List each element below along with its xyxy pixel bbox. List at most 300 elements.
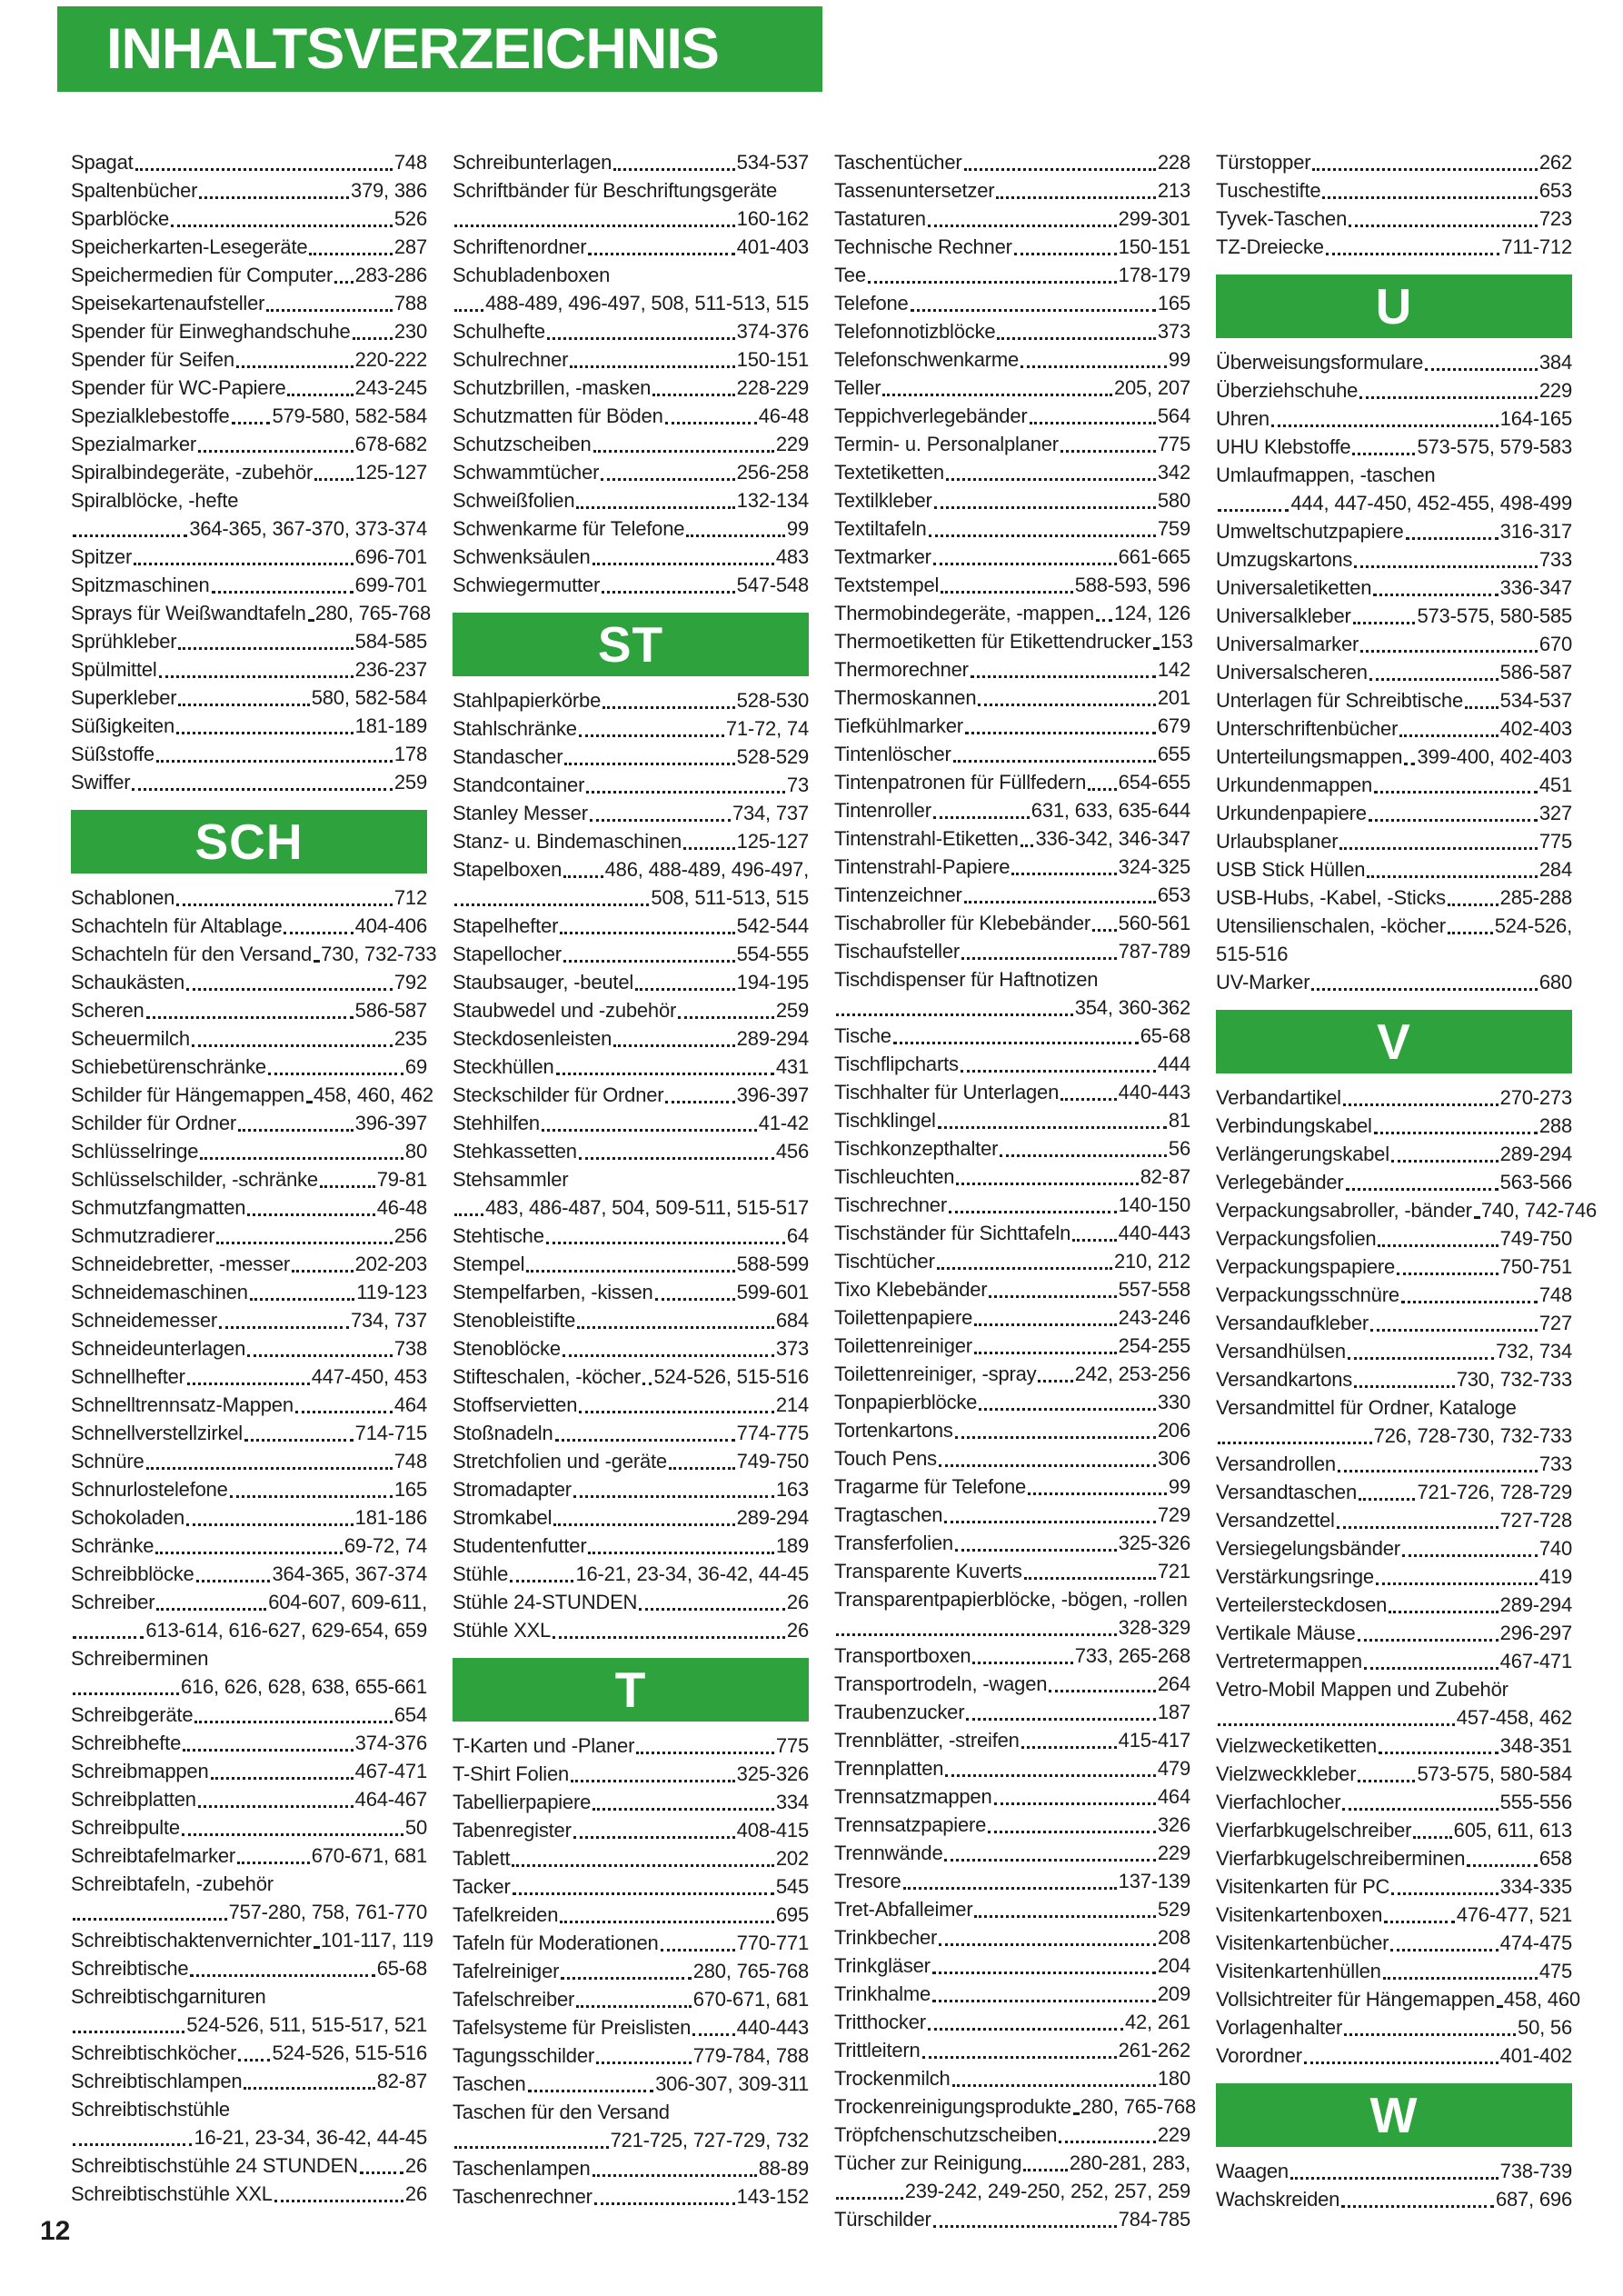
leader-dots bbox=[965, 732, 1156, 734]
leader-dots bbox=[1448, 932, 1493, 934]
entry-label: Tabenregister bbox=[453, 1819, 572, 1842]
leader-dots bbox=[602, 591, 735, 594]
entry-line bbox=[1216, 1478, 1572, 1506]
entry-pages: 788 bbox=[393, 292, 427, 314]
leader-dots bbox=[1354, 1385, 1455, 1388]
entry-line bbox=[1216, 602, 1572, 630]
index-entry bbox=[71, 1588, 427, 1644]
entry-label: Tischrechner bbox=[834, 1193, 947, 1216]
leader-dots bbox=[1402, 1554, 1538, 1557]
entry-line bbox=[71, 514, 427, 543]
entry-pages: 69-72, 74 bbox=[344, 1534, 427, 1557]
entry-pages: 261-262 bbox=[1118, 2039, 1190, 2061]
leader-dots bbox=[146, 1467, 393, 1470]
entry-pages: 404-406 bbox=[354, 914, 427, 937]
entry-line bbox=[1216, 1985, 1580, 2013]
entry-label: Speichermedien für Computer bbox=[71, 264, 334, 286]
entry-pages: 201 bbox=[1157, 686, 1190, 709]
entry-line bbox=[71, 1813, 427, 1842]
entry-line bbox=[453, 743, 809, 771]
entry-pages: 670 bbox=[1538, 633, 1572, 655]
entry-line bbox=[1216, 1619, 1572, 1647]
entry-label: Trinkgläser bbox=[834, 1954, 931, 1977]
entry-pages: 613-614, 616-627, 629-654, 659 bbox=[145, 1619, 427, 1642]
entry-pages: 88-89 bbox=[758, 2157, 809, 2180]
index-entry bbox=[1216, 686, 1572, 714]
index-entry bbox=[453, 2182, 809, 2211]
leader-dots bbox=[692, 2033, 734, 2036]
entry-label: Spender für WC-Papiere bbox=[71, 376, 286, 399]
entry-line bbox=[453, 2070, 809, 2098]
entry-label: USB Stick Hüllen bbox=[1216, 858, 1366, 881]
entry-line bbox=[71, 2067, 427, 2095]
index-entry bbox=[834, 1388, 1190, 1416]
index-entry bbox=[71, 968, 427, 996]
leader-dots bbox=[73, 2031, 184, 2033]
entry-pages: 178-179 bbox=[1118, 264, 1190, 286]
index-column bbox=[834, 148, 1197, 2233]
entry-line bbox=[453, 1872, 809, 1901]
index-entry bbox=[71, 1475, 427, 1503]
index-entry bbox=[834, 1163, 1190, 1191]
index-entry bbox=[71, 1109, 427, 1137]
entry-label: Überweisungsformulare bbox=[1216, 351, 1424, 374]
entry-pages: 208 bbox=[1157, 1926, 1190, 1949]
entry-label: Tafelschreiber bbox=[453, 1988, 575, 2011]
leader-dots bbox=[1218, 1442, 1372, 1444]
leader-dots bbox=[308, 619, 314, 622]
leader-dots bbox=[1049, 1690, 1156, 1692]
entry-pages: 748 bbox=[393, 151, 427, 174]
leader-dots bbox=[1030, 422, 1156, 424]
leader-dots bbox=[1425, 368, 1538, 371]
entry-label: Trennplatten bbox=[834, 1757, 944, 1780]
entry-line bbox=[1216, 433, 1572, 461]
leader-dots bbox=[882, 394, 1112, 396]
entry-pages: 325-326 bbox=[1118, 1532, 1190, 1554]
entry-pages: 296-297 bbox=[1499, 1622, 1572, 1644]
entry-label: Schwiegermutter bbox=[453, 574, 601, 596]
entry-pages: 464 bbox=[393, 1393, 427, 1416]
entry-pages: 588-599 bbox=[736, 1253, 809, 1275]
entry-pages: 348-351 bbox=[1499, 1734, 1572, 1757]
entry-pages: 285-288 bbox=[1499, 886, 1572, 909]
leader-dots bbox=[1349, 225, 1538, 227]
entry-label: Stühle XXL bbox=[453, 1619, 552, 1642]
index-entry bbox=[453, 571, 809, 599]
leader-dots bbox=[314, 960, 319, 963]
entry-label: Vetro-Mobil Mappen und Zubehör bbox=[1216, 1678, 1508, 1701]
entry-label: Tret-Abfalleimer bbox=[834, 1898, 973, 1921]
entry-line bbox=[71, 1250, 427, 1278]
leader-dots bbox=[1369, 678, 1499, 681]
entry-pages: 579-580, 582-584 bbox=[272, 404, 427, 427]
entry-line bbox=[834, 1980, 1190, 2008]
leader-dots bbox=[1346, 1188, 1499, 1191]
entry-pages: 16-21, 23-34, 36-42, 44-45 bbox=[194, 2126, 427, 2149]
entry-pages: 209 bbox=[1157, 1982, 1190, 2005]
entry-line bbox=[1216, 1281, 1572, 1309]
entry-line bbox=[453, 1760, 809, 1788]
entry-line bbox=[1216, 630, 1572, 658]
entry-label: Süßstoffe bbox=[71, 743, 154, 765]
entry-pages: 132-134 bbox=[736, 489, 809, 512]
entry-pages: 283-286 bbox=[354, 264, 427, 286]
index-entry bbox=[834, 712, 1190, 740]
entry-label: Schreibgeräte bbox=[71, 1703, 194, 1726]
entry-label: Schneidemaschinen bbox=[71, 1281, 248, 1303]
leader-dots bbox=[836, 1633, 1117, 1636]
index-entry bbox=[1216, 545, 1572, 574]
entry-pages: 456 bbox=[775, 1140, 809, 1163]
entry-label: TZ-Dreiecke bbox=[1216, 235, 1324, 258]
entry-line bbox=[834, 655, 1190, 684]
entry-line bbox=[834, 1219, 1190, 1247]
index-entry bbox=[834, 1923, 1190, 1952]
entry-label: Stahlpapierkörbe bbox=[453, 689, 602, 712]
leader-dots bbox=[592, 2174, 757, 2177]
index-entry bbox=[834, 1557, 1190, 1585]
entry-pages: 526 bbox=[393, 207, 427, 230]
entry-line bbox=[1216, 799, 1572, 827]
index-entry bbox=[453, 1816, 809, 1844]
entry-line bbox=[1216, 1901, 1572, 1929]
leader-dots bbox=[635, 988, 735, 991]
entry-pages: 678-682 bbox=[354, 433, 427, 455]
entry-line bbox=[453, 771, 809, 799]
leader-dots bbox=[979, 1408, 1156, 1411]
index-entry bbox=[834, 824, 1190, 853]
entry-pages: 239-242, 249-250, 252, 257, 259 bbox=[904, 2180, 1190, 2202]
entry-label: Taschen bbox=[453, 2072, 526, 2095]
entry-pages: 599-601 bbox=[736, 1281, 809, 1303]
entry-line bbox=[1216, 376, 1572, 404]
index-entry bbox=[834, 881, 1190, 909]
entry-pages: 545 bbox=[775, 1875, 809, 1898]
entry-label: Verlegebänder bbox=[1216, 1171, 1344, 1193]
section-letter: T bbox=[614, 1661, 647, 1718]
entry-pages: 524-526, 515-516 bbox=[653, 1365, 809, 1388]
entry-label: Tresore bbox=[834, 1870, 901, 1892]
index-entry bbox=[71, 1363, 427, 1391]
entry-label: Schutzbrillen, -masken bbox=[453, 376, 652, 399]
leader-dots bbox=[1448, 903, 1499, 906]
entry-pages: 733 bbox=[1538, 1452, 1572, 1475]
entry-label: Telefonnotizblöcke bbox=[834, 320, 996, 343]
entry-label: Tischaufsteller bbox=[834, 940, 961, 963]
entry-pages: 444 bbox=[1157, 1053, 1190, 1075]
entry-line bbox=[453, 1532, 809, 1560]
index-entry bbox=[1216, 2185, 1572, 2213]
entry-pages: 573-575, 579-583 bbox=[1417, 435, 1572, 458]
entry-label: Überziehschuhe bbox=[1216, 379, 1359, 402]
entry-line bbox=[453, 912, 809, 940]
entry-label: Trinkbecher bbox=[834, 1926, 938, 1949]
index-entry bbox=[71, 261, 427, 289]
entry-line bbox=[1216, 2185, 1572, 2213]
entry-line bbox=[453, 430, 809, 458]
entry-line bbox=[834, 2064, 1190, 2092]
entry-label: Stoßnadeln bbox=[453, 1422, 553, 1444]
entry-label: Stehhilfen bbox=[453, 1112, 540, 1134]
index-entry bbox=[453, 855, 809, 912]
index-entry bbox=[834, 1416, 1190, 1444]
entry-label: T-Shirt Folien bbox=[453, 1762, 570, 1785]
entry-pages: 486, 488-489, 496-497, bbox=[604, 858, 809, 881]
entry-label: Tagungsschilder bbox=[453, 2044, 594, 2067]
index-entry bbox=[453, 374, 809, 402]
index-entry bbox=[834, 345, 1190, 374]
leader-dots bbox=[73, 2143, 192, 2146]
entry-line bbox=[1216, 1844, 1572, 1872]
entry-pages: 228 bbox=[1157, 151, 1190, 174]
leader-dots bbox=[686, 534, 785, 537]
entry-line bbox=[71, 1165, 427, 1193]
index-entry bbox=[453, 1616, 809, 1644]
index-entry bbox=[1216, 1591, 1572, 1619]
leader-dots bbox=[1413, 1836, 1451, 1839]
entry-label: Spender für Einweghandschuhe bbox=[71, 320, 351, 343]
entry-pages: 299-301 bbox=[1118, 207, 1190, 230]
entry-line bbox=[453, 514, 809, 543]
entry-line bbox=[1216, 2157, 1572, 2185]
index-entry bbox=[1216, 743, 1572, 771]
leader-dots bbox=[176, 732, 353, 734]
entry-line bbox=[71, 1081, 433, 1109]
index-entry bbox=[1216, 461, 1572, 517]
leader-dots bbox=[1024, 1577, 1156, 1580]
leader-dots bbox=[588, 253, 734, 255]
entry-line bbox=[71, 176, 427, 205]
entry-pages: 524-526, bbox=[1494, 914, 1572, 937]
leader-dots bbox=[953, 760, 1156, 763]
entry-line bbox=[453, 940, 809, 968]
leader-dots bbox=[547, 337, 735, 340]
entry-label: Trennsatzmappen bbox=[834, 1785, 992, 1808]
entry-line bbox=[453, 799, 809, 827]
entry-line bbox=[71, 655, 427, 684]
entry-pages: 779-784, 788 bbox=[692, 2044, 809, 2067]
index-entry bbox=[71, 571, 427, 599]
leader-dots bbox=[903, 1887, 1117, 1890]
entry-label: Stoffservietten bbox=[453, 1393, 578, 1416]
entry-line bbox=[834, 1191, 1190, 1219]
entry-line bbox=[453, 883, 809, 912]
leader-dots bbox=[1406, 537, 1499, 540]
leader-dots bbox=[613, 168, 734, 171]
entry-line bbox=[1216, 348, 1572, 376]
index-entry bbox=[834, 148, 1190, 176]
index-entry bbox=[453, 1760, 809, 1788]
entry-pages: 280, 765-768 bbox=[314, 602, 431, 624]
entry-pages: 784-785 bbox=[1118, 2208, 1190, 2231]
index-entry bbox=[834, 176, 1190, 205]
entry-pages: 734, 737 bbox=[732, 802, 809, 824]
leader-dots bbox=[1073, 2112, 1079, 2115]
entry-label: Stühle bbox=[453, 1562, 509, 1585]
entry-pages: 206 bbox=[1157, 1419, 1190, 1442]
index-entry bbox=[453, 827, 809, 855]
entry-label: Schmutzfangmatten bbox=[71, 1196, 246, 1219]
entry-label: Visitenkartenboxen bbox=[1216, 1903, 1383, 1926]
entry-pages: 687, 696 bbox=[1495, 2188, 1572, 2211]
entry-pages: 262 bbox=[1538, 151, 1572, 174]
entry-label: Stapelhefter bbox=[453, 914, 559, 937]
entry-pages: 730, 732-733 bbox=[321, 943, 437, 965]
leader-dots bbox=[268, 1073, 403, 1075]
entry-line bbox=[1216, 517, 1572, 545]
index-entry bbox=[71, 1447, 427, 1475]
leader-dots bbox=[309, 253, 393, 255]
entry-line bbox=[834, 909, 1190, 937]
section-letter: U bbox=[1375, 277, 1413, 334]
entry-label: Schreibtischaktenvernichter bbox=[71, 1929, 312, 1952]
entry-line bbox=[453, 1250, 809, 1278]
page-number: 12 bbox=[40, 2216, 71, 2246]
index-entry bbox=[834, 289, 1190, 317]
entry-pages: 734, 737 bbox=[350, 1309, 427, 1332]
leader-dots bbox=[593, 450, 774, 453]
entry-pages: 163 bbox=[775, 1478, 809, 1501]
entry-pages: 729 bbox=[1157, 1503, 1190, 1526]
entry-line bbox=[1216, 1675, 1572, 1703]
entry-pages: 336-342, 346-347 bbox=[1035, 827, 1190, 850]
entry-pages: 334-335 bbox=[1499, 1875, 1572, 1898]
entry-pages: 99 bbox=[1168, 1475, 1190, 1498]
leader-dots bbox=[1326, 253, 1499, 255]
entry-pages: 653 bbox=[1157, 883, 1190, 906]
entry-label: Schlüsselringe bbox=[71, 1140, 199, 1163]
entry-line bbox=[71, 2180, 427, 2208]
entry-line bbox=[834, 514, 1190, 543]
index-entry bbox=[71, 655, 427, 684]
entry-label: Schreibtischlampen bbox=[71, 2070, 243, 2092]
entry-pages: 524-526, 511, 515-517, 521 bbox=[186, 2013, 427, 2036]
index-entry bbox=[834, 909, 1190, 937]
index-entry bbox=[834, 1782, 1190, 1811]
entry-line bbox=[834, 1050, 1190, 1078]
entry-pages: 153 bbox=[1160, 630, 1193, 653]
index-entry bbox=[453, 2041, 809, 2070]
entry-pages: 605, 611, 613 bbox=[1453, 1819, 1572, 1842]
index-entry bbox=[71, 1954, 427, 1982]
index-entry bbox=[1216, 1872, 1572, 1901]
index-entry bbox=[453, 912, 809, 940]
index-entry bbox=[834, 1134, 1190, 1163]
entry-label: Trinkhalme bbox=[834, 1982, 931, 2005]
leader-dots bbox=[250, 1298, 355, 1301]
section-header-st bbox=[453, 613, 809, 676]
entry-line bbox=[71, 740, 427, 768]
index-entry bbox=[834, 1247, 1190, 1275]
entry-label: Steckdosenleisten bbox=[453, 1027, 612, 1050]
index-entry bbox=[834, 2092, 1197, 2121]
entry-pages: 733 bbox=[1538, 548, 1572, 571]
entry-pages: 447-450, 453 bbox=[311, 1365, 427, 1388]
leader-dots bbox=[944, 1521, 1156, 1523]
index-entry bbox=[71, 176, 427, 205]
entry-line bbox=[71, 1109, 427, 1137]
entry-pages: 415-417 bbox=[1118, 1729, 1190, 1752]
entry-label: Taschentücher bbox=[834, 151, 962, 174]
index-entry bbox=[834, 1444, 1190, 1472]
entry-label: Schränke bbox=[71, 1534, 154, 1557]
leader-dots bbox=[1383, 1977, 1538, 1980]
entry-line bbox=[71, 1870, 427, 1898]
leader-dots bbox=[1348, 1357, 1494, 1360]
entry-label: Tintenzeichner bbox=[834, 883, 962, 906]
index-entry bbox=[71, 543, 427, 571]
entry-line bbox=[1216, 1393, 1572, 1422]
leader-dots bbox=[513, 1892, 774, 1895]
entry-label: Vertretermappen bbox=[1216, 1650, 1362, 1672]
entry-label: Schnellhefter bbox=[71, 1365, 185, 1388]
entry-label: Umlaufmappen, -taschen bbox=[1216, 464, 1436, 486]
entry-pages: 214 bbox=[775, 1393, 809, 1416]
index-entry bbox=[1216, 1788, 1572, 1816]
entry-line bbox=[71, 599, 431, 627]
leader-dots bbox=[961, 1070, 1156, 1073]
index-entry bbox=[1216, 1929, 1572, 1957]
leader-dots bbox=[1497, 2005, 1502, 2008]
entry-line bbox=[71, 1137, 427, 1165]
entry-pages: 270-273 bbox=[1499, 1086, 1572, 1109]
entry-pages: 125-127 bbox=[736, 830, 809, 853]
index-entry bbox=[453, 1503, 809, 1532]
index-entry bbox=[71, 1757, 427, 1785]
entry-label: Telefonschwenkarme bbox=[834, 348, 1020, 371]
index-entry bbox=[834, 1754, 1190, 1782]
leader-dots bbox=[933, 816, 1030, 819]
entry-pages: 508, 511-513, 515 bbox=[651, 886, 809, 909]
leader-dots bbox=[295, 1411, 393, 1413]
entry-pages: 730, 732-733 bbox=[1456, 1368, 1572, 1391]
entry-line bbox=[834, 2008, 1190, 2036]
leader-dots bbox=[974, 1915, 1155, 1918]
entry-label: Stapelboxen bbox=[453, 858, 563, 881]
leader-dots bbox=[212, 591, 353, 594]
entry-pages: 770-771 bbox=[736, 1932, 809, 1954]
entry-line bbox=[1216, 404, 1572, 433]
entry-label: Steckschilder für Ordner bbox=[453, 1083, 664, 1106]
entry-pages: 125-127 bbox=[354, 461, 427, 484]
entry-label: Schneidebretter, -messer bbox=[71, 1253, 290, 1275]
leader-dots bbox=[182, 1833, 403, 1836]
entry-label: Tischflipcharts bbox=[834, 1053, 959, 1075]
index-entry bbox=[1216, 1140, 1572, 1168]
index-entry bbox=[71, 1165, 427, 1193]
index-entry bbox=[1216, 1450, 1572, 1478]
leader-dots bbox=[454, 1213, 483, 1216]
entry-line bbox=[71, 1391, 427, 1419]
entry-line bbox=[453, 458, 809, 486]
entry-pages: 408-415 bbox=[736, 1819, 809, 1842]
entry-pages: 82-87 bbox=[1140, 1165, 1190, 1188]
entry-label: Schnelltrennsatz-Mappen bbox=[71, 1393, 294, 1416]
entry-label: Schwammtücher bbox=[453, 461, 600, 484]
leader-dots bbox=[320, 1185, 375, 1188]
entry-line bbox=[71, 233, 427, 261]
leader-dots bbox=[274, 2200, 403, 2202]
index-entry bbox=[1216, 205, 1572, 233]
entry-label: Schnüre bbox=[71, 1450, 144, 1472]
entry-pages: 721-726, 728-729 bbox=[1417, 1481, 1572, 1503]
leader-dots bbox=[284, 932, 353, 934]
entry-pages: 229 bbox=[1157, 2123, 1190, 2146]
leader-dots bbox=[1474, 1216, 1479, 1219]
entry-label: Verstärkungsringe bbox=[1216, 1565, 1374, 1588]
leader-dots bbox=[334, 281, 353, 284]
